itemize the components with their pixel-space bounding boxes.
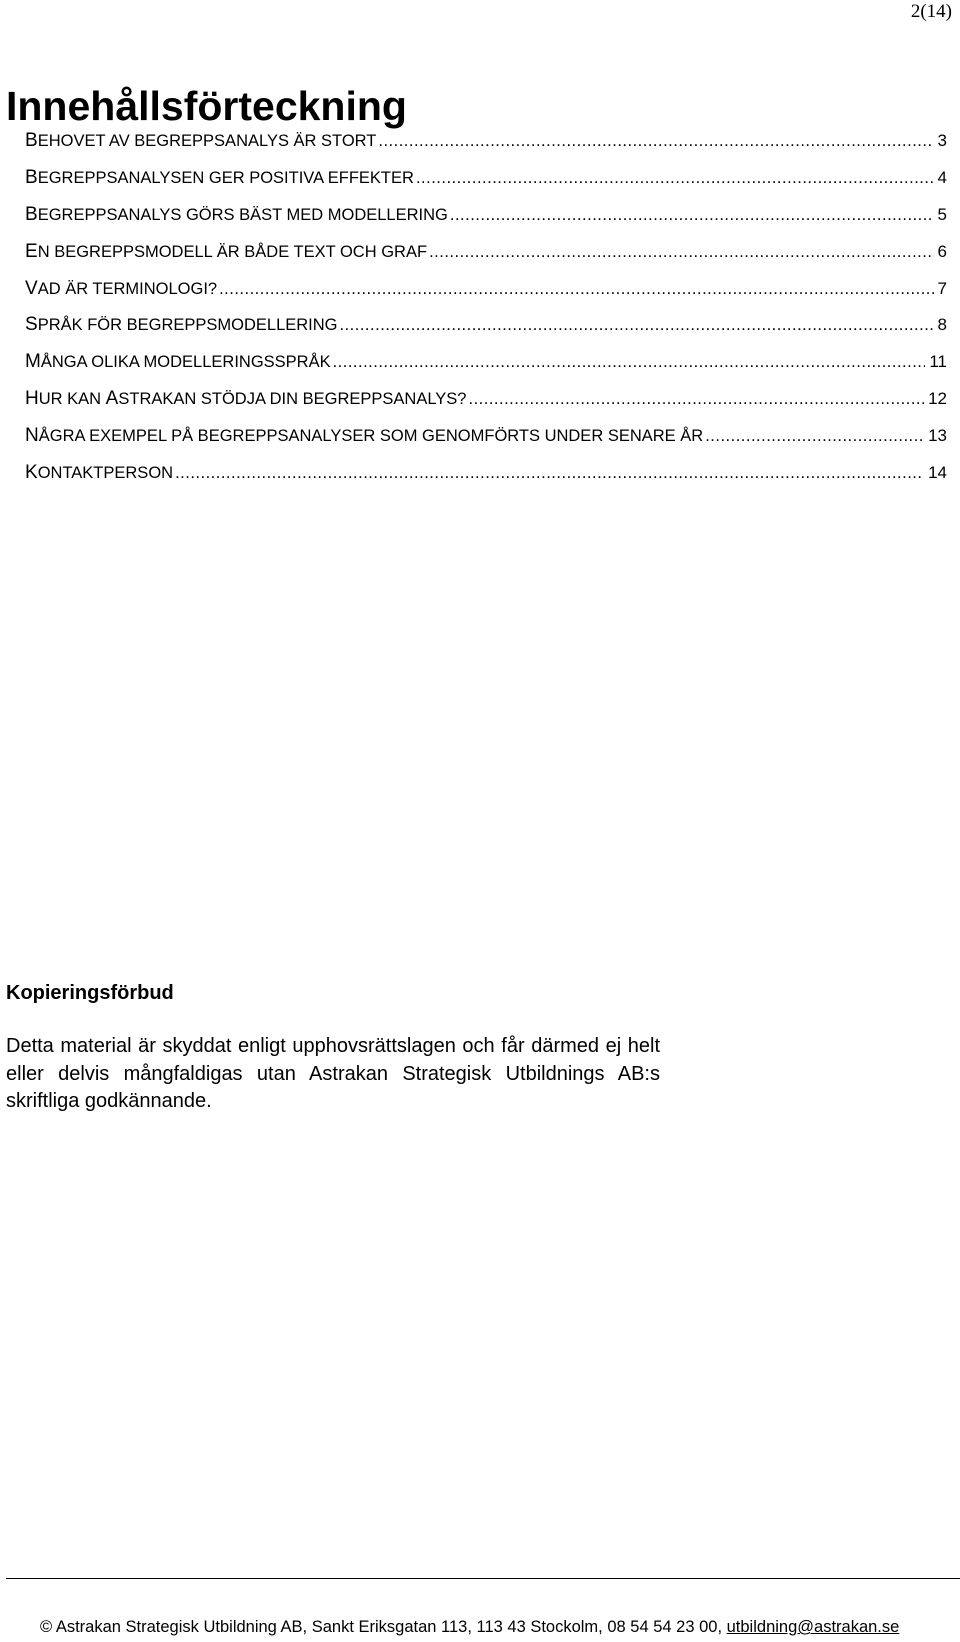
copyright-body: Detta material är skyddat enligt upphovsrättslagen och får därmed ej helt eller delvis mångfaldigas utan Astrakan Strategisk Utbildnings AB:s skriftliga godkännande.	[6, 1035, 660, 1112]
toc-entry-page: 4	[937, 167, 947, 187]
toc-leader-dots	[333, 353, 926, 372]
toc-entry[interactable]	[25, 388, 947, 425]
toc-entry-title: VAD ÄR TERMINOLOGI?	[25, 277, 218, 299]
toc-entry-title: KONTAKTPERSON	[25, 462, 174, 484]
toc-entry[interactable]	[25, 351, 947, 388]
toc-entry-title: BEGREPPSANALYSEN GER POSITIVA EFFEKTER	[25, 166, 414, 188]
page-number: 2(14)	[910, 1, 952, 22]
toc-entry[interactable]	[25, 130, 947, 167]
toc-entry-page: 3	[937, 131, 947, 150]
toc-entry-page: 8	[937, 315, 947, 335]
copyright-heading: Kopieringsförbud	[6, 982, 174, 1004]
toc-leader-dots	[429, 243, 933, 262]
toc-entry-title: SPRÅK FÖR BEGREPPSMODELLERING	[25, 314, 338, 336]
toc-entry-page: 13	[928, 426, 947, 446]
footer-divider	[6, 1578, 960, 1579]
toc-entry-page: 6	[937, 241, 947, 261]
toc-entry[interactable]	[25, 425, 947, 462]
footer-address: © Astrakan Strategisk Utbildning AB, Sankt Eriksgatan 113, 113 43 Stockolm, 08 54 54 23 00,	[40, 1618, 727, 1636]
table-of-contents	[25, 130, 947, 499]
toc-entry-title: HUR KAN ASTRAKAN STÖDJA DIN BEGREPPSANALYS?	[25, 388, 467, 410]
toc-leader-dots	[219, 280, 933, 299]
toc-leader-dots	[705, 427, 924, 446]
toc-entry[interactable]	[25, 314, 947, 351]
toc-leader-dots	[450, 206, 934, 225]
toc-entry-title: BEHOVET AV BEGREPPSANALYS ÄR STORT	[25, 130, 377, 151]
toc-leader-dots	[340, 316, 934, 335]
toc-leader-dots	[469, 390, 925, 409]
toc-entry[interactable]	[25, 241, 947, 278]
toc-leader-dots	[378, 132, 933, 151]
footer-email-link[interactable]: utbildning@astrakan.se	[726, 1618, 900, 1636]
toc-entry-page: 7	[937, 278, 947, 298]
footer	[40, 1616, 899, 1638]
toc-entry[interactable]	[25, 278, 947, 315]
toc-leader-dots	[416, 169, 934, 188]
toc-entry-page: 14	[928, 463, 947, 483]
toc-entry-title: NÅGRA EXEMPEL PÅ BEGREPPSANALYSER SOM GENOMFÖRTS UNDER SENARE ÅR	[25, 425, 704, 447]
toc-entry[interactable]	[25, 167, 947, 204]
toc-title: Innehållsförteckning	[6, 83, 407, 129]
toc-entry-title: BEGREPPSANALYS GÖRS BÄST MED MODELLERING	[25, 203, 448, 225]
toc-entry-title: MÅNGA OLIKA MODELLERINGSSPRÅK	[25, 351, 331, 373]
toc-entry-page: 5	[937, 204, 947, 224]
toc-entry[interactable]	[25, 462, 947, 499]
toc-entry-page: 11	[929, 352, 947, 372]
toc-entry-title: EN BEGREPPSMODELL ÄR BÅDE TEXT OCH GRAF	[25, 240, 428, 262]
toc-leader-dots	[175, 464, 924, 483]
toc-entry-page: 12	[928, 389, 947, 409]
toc-entry[interactable]	[25, 204, 947, 241]
